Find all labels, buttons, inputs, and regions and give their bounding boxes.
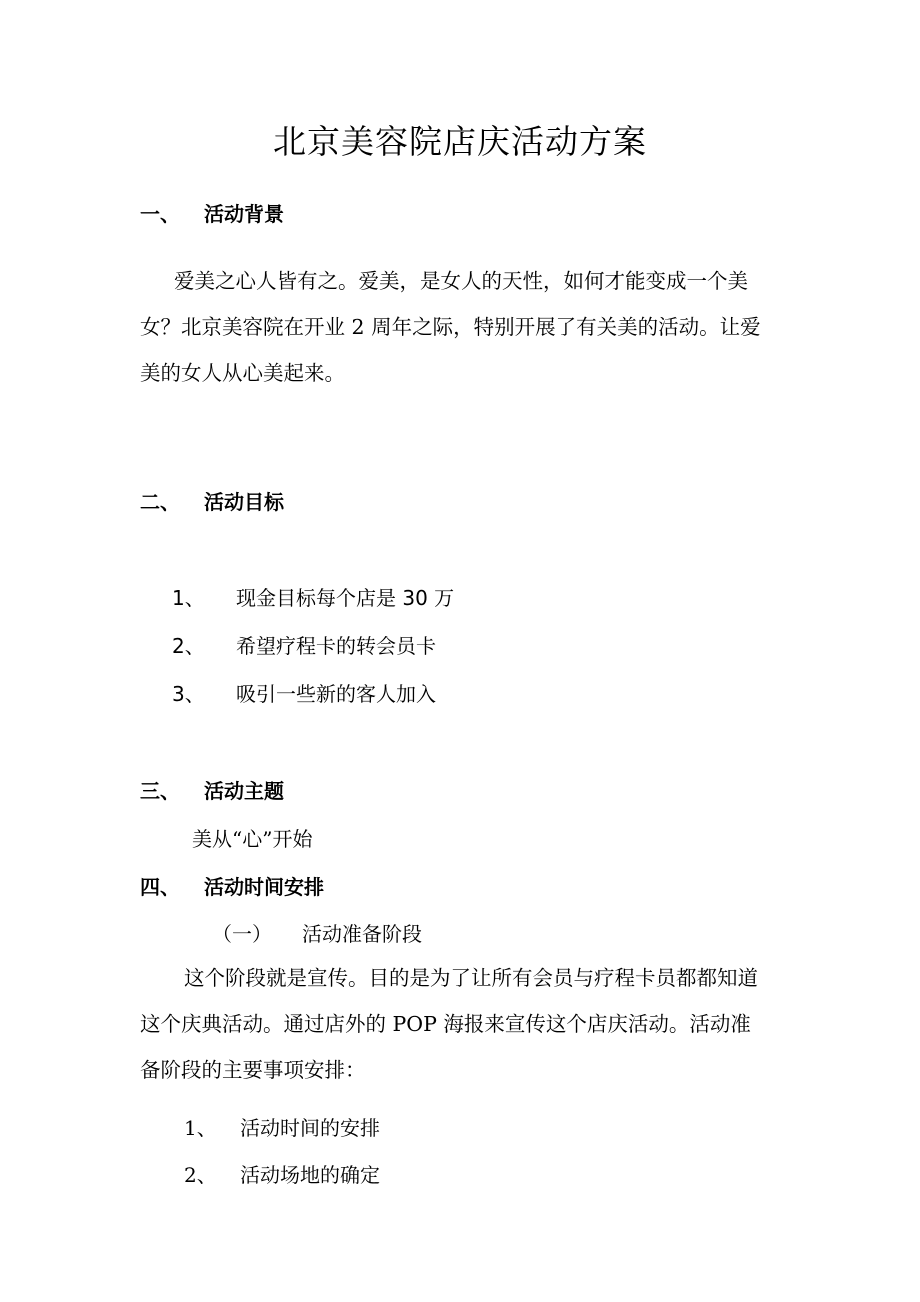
goal-number: 3、 (172, 682, 205, 706)
section-heading-theme (140, 775, 284, 804)
preparation-paragraph (140, 955, 782, 1093)
preparation-item (184, 1159, 380, 1188)
section-label: 活动时间安排 (204, 875, 324, 899)
item-text: 活动时间的安排 (240, 1116, 380, 1140)
goal-text: 吸引一些新的客人加入 (236, 682, 436, 706)
preparation-item (184, 1112, 380, 1141)
goal-text: 现金目标每个店是 30 万 (236, 586, 455, 610)
goal-item (172, 678, 436, 707)
section-heading-schedule (140, 871, 324, 900)
section-label: 活动目标 (204, 490, 284, 514)
paragraph-line: 爱美之心人皆有之。爱美，是女人的天性，如何才能变成一个美 (174, 269, 748, 293)
paragraph-line: 女？北京美容院在开业 2 周年之际，特别开展了有关美的活动。让爱 (140, 315, 761, 339)
subsection-number: （一） (212, 922, 272, 946)
goal-number: 1、 (172, 586, 205, 610)
paragraph-line: 备阶段的主要事项安排： (140, 1058, 366, 1082)
theme-text: 美从“心”开始 (192, 827, 313, 851)
item-text: 活动场地的确定 (240, 1163, 380, 1187)
goal-text: 希望疗程卡的转会员卡 (236, 634, 436, 658)
subsection-heading-preparation (212, 918, 422, 947)
section-number: 三、 (140, 779, 180, 803)
section-number: 二、 (140, 490, 180, 514)
paragraph-line: 美的女人从心美起来。 (140, 361, 345, 385)
item-number: 2、 (184, 1163, 217, 1187)
subsection-label: 活动准备阶段 (302, 922, 422, 946)
section-label: 活动主题 (204, 779, 284, 803)
section-heading-background (140, 198, 284, 227)
goal-number: 2、 (172, 634, 205, 658)
section-number: 一、 (140, 202, 180, 226)
goal-item (172, 630, 436, 659)
goal-item (172, 582, 454, 611)
section-heading-goals (140, 486, 284, 515)
section-number: 四、 (140, 875, 180, 899)
paragraph-line: 这个庆典活动。通过店外的 POP 海报来宣传这个店庆活动。活动准 (140, 1012, 751, 1036)
item-number: 1、 (184, 1116, 217, 1140)
section-label: 活动背景 (204, 202, 284, 226)
paragraph-line: 这个阶段就是宣传。目的是为了让所有会员与疗程卡员都都知道 (184, 966, 758, 990)
background-paragraph (140, 258, 782, 396)
document-title: 北京美容院店庆活动方案 (273, 122, 647, 161)
